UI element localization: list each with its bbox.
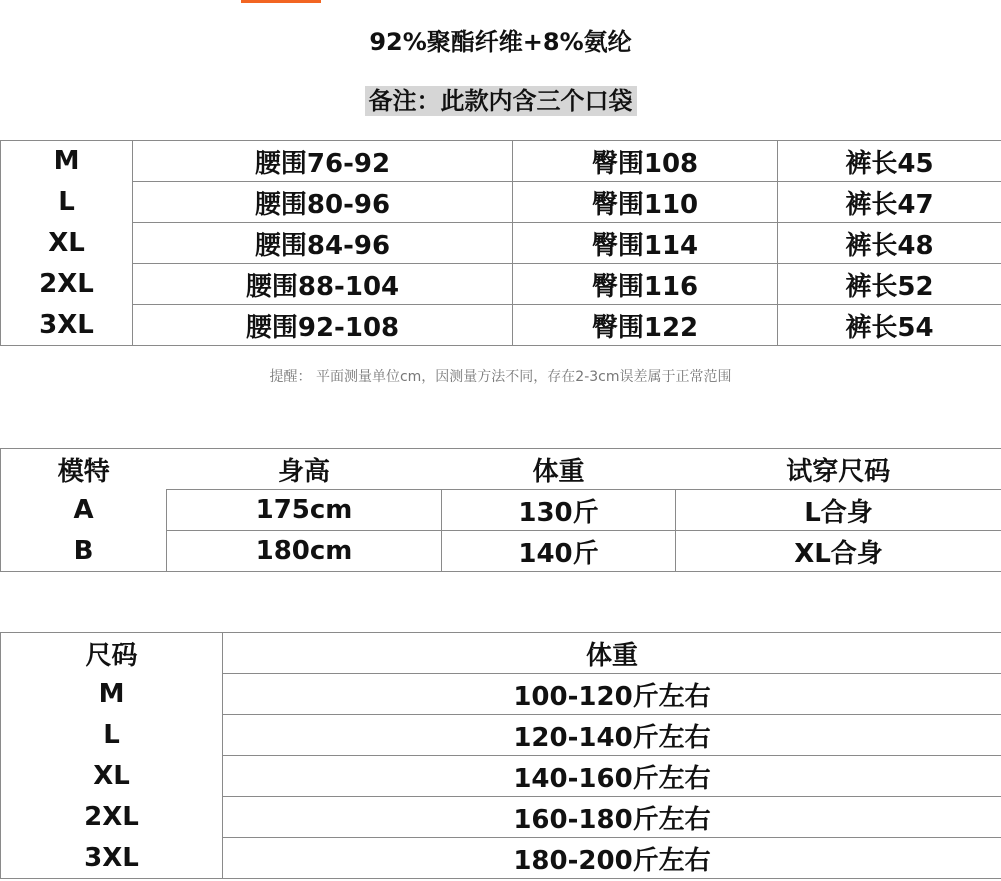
weight-range-cell: 180-200斤左右: [223, 838, 1001, 879]
waist-cell: 腰围76-92: [133, 141, 513, 182]
table-row: [1, 141, 1001, 182]
height-header: 身高: [167, 449, 442, 490]
length-cell: 裤长54: [778, 305, 1001, 346]
size-cell: L: [1, 715, 223, 756]
hip-cell: 臀围122: [513, 305, 778, 346]
table-header-row: [1, 633, 1001, 674]
size-cell: 3XL: [1, 838, 223, 879]
size-cell: M: [1, 674, 223, 715]
weight-range-cell: 120-140斤左右: [223, 715, 1001, 756]
length-cell: 裤长45: [778, 141, 1001, 182]
size-measurement-table: [0, 140, 1001, 346]
hip-cell: 臀围116: [513, 264, 778, 305]
length-cell: 裤长52: [778, 264, 1001, 305]
size-cell: 2XL: [1, 797, 223, 838]
fit-cell: L合身: [676, 490, 1001, 531]
weight-cell: 140斤: [442, 531, 676, 572]
model-header: 模特: [1, 449, 167, 490]
weight-range-cell: 140-160斤左右: [223, 756, 1001, 797]
accent-bar: [241, 0, 321, 3]
waist-cell: 腰围80-96: [133, 182, 513, 223]
height-cell: 180cm: [167, 531, 442, 572]
size-weight-table: [0, 632, 1001, 879]
hip-cell: 臀围114: [513, 223, 778, 264]
table-row: [1, 490, 1001, 531]
size-cell: XL: [1, 223, 133, 264]
table-header-row: [1, 449, 1001, 490]
weight-range-cell: 160-180斤左右: [223, 797, 1001, 838]
model-fit-table: [0, 448, 1001, 572]
note-wrapper: [0, 86, 1001, 116]
table-row: [1, 674, 1001, 715]
size-cell: 2XL: [1, 264, 133, 305]
size-cell: M: [1, 141, 133, 182]
size-cell: 3XL: [1, 305, 133, 346]
fit-header: 试穿尺码: [676, 449, 1001, 490]
table-row: [1, 797, 1001, 838]
length-cell: 裤长47: [778, 182, 1001, 223]
table-row: [1, 305, 1001, 346]
size-header: 尺码: [1, 633, 223, 674]
height-cell: 175cm: [167, 490, 442, 531]
weight-header: 体重: [442, 449, 676, 490]
table-row: [1, 531, 1001, 572]
table-row: [1, 182, 1001, 223]
fit-cell: XL合身: [676, 531, 1001, 572]
material-composition: 92%聚酯纤维+8%氨纶: [369, 28, 632, 56]
table-row: [1, 223, 1001, 264]
hip-cell: 臀围108: [513, 141, 778, 182]
table-row: [1, 715, 1001, 756]
hip-cell: 臀围110: [513, 182, 778, 223]
size-cell: L: [1, 182, 133, 223]
table-row: [1, 756, 1001, 797]
waist-cell: 腰围88-104: [133, 264, 513, 305]
waist-cell: 腰围92-108: [133, 305, 513, 346]
waist-cell: 腰围84-96: [133, 223, 513, 264]
weight-header: 体重: [223, 633, 1001, 674]
measurement-reminder: 提醒： 平面测量单位cm，因测量方法不同，存在2-3cm误差属于正常范围: [269, 369, 732, 385]
table-row: [1, 838, 1001, 879]
weight-range-cell: 100-120斤左右: [223, 674, 1001, 715]
model-cell: A: [1, 490, 167, 531]
size-cell: XL: [1, 756, 223, 797]
model-cell: B: [1, 531, 167, 572]
table-row: [1, 264, 1001, 305]
weight-cell: 130斤: [442, 490, 676, 531]
pocket-note: 备注：此款内含三个口袋: [365, 86, 637, 116]
length-cell: 裤长48: [778, 223, 1001, 264]
